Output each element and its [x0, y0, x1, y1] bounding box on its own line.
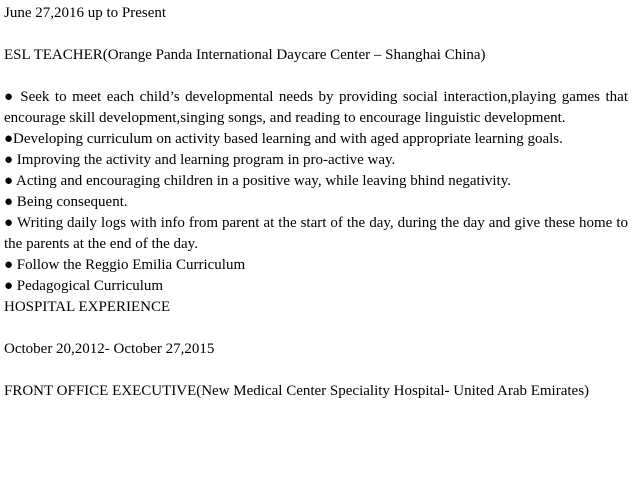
- duty-item: ● Acting and encouraging children in a positive way, while leaving bhind negativity.: [4, 173, 511, 189]
- job2-title: FRONT OFFICE EXECUTIVE(New Medical Center Speciality Hospital- United Arab Emirates): [4, 383, 590, 399]
- duty-item: ● Being consequent.: [4, 194, 128, 210]
- job1-title: ESL TEACHER(Orange Panda International Daycare Center – Shanghai China): [4, 47, 486, 63]
- duty-item: ● Writing daily logs with info from parent at the start of the day, during the day and give these home to the parents at the end of the day.: [4, 215, 628, 252]
- spacer: [4, 66, 628, 87]
- spacer: [4, 318, 628, 339]
- duty-item: ● Pedagogical Curriculum: [4, 278, 164, 294]
- duty-item: ● Improving the activity and learning program in pro-active way.: [4, 152, 396, 168]
- duty-item: ● Follow the Reggio Emilia Curriculum: [4, 257, 246, 273]
- spacer: [4, 360, 628, 381]
- section-heading: HOSPITAL EXPERIENCE: [4, 299, 171, 315]
- duty-item: ●Developing curriculum on activity based learning and with aged appropriate learning goals.: [4, 131, 563, 147]
- duty-item: ● Seek to meet each child’s developmental needs by providing social interaction,playing games that encourage skill development,singing songs, and reading to encourage linguistic development.: [4, 89, 628, 126]
- job2-dates: October 20,2012- October 27,2015: [4, 341, 215, 357]
- spacer: [4, 24, 628, 45]
- job1-dates: June 27,2016 up to Present: [4, 5, 167, 21]
- job1-duties-list: [4, 87, 628, 297]
